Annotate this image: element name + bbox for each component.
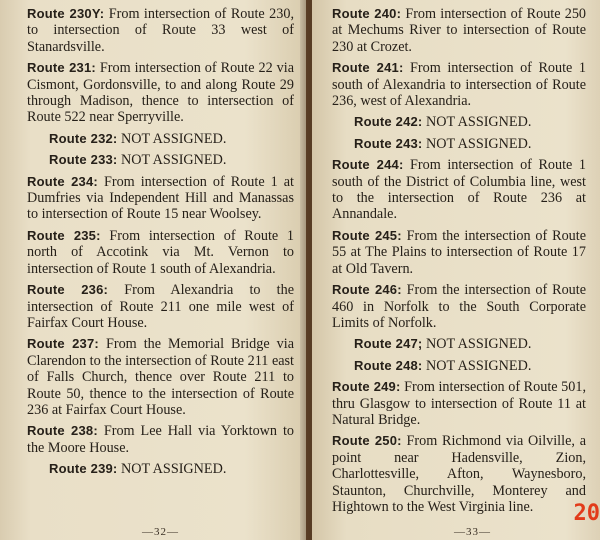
date-stamp: 20 — [573, 501, 600, 526]
route-entry: Route 243: NOT ASSIGNED. — [354, 135, 532, 152]
route-entry: Route 244: From intersection of Route 1 south of the District of Columbia line, west to the intersection of Route 236 at Annandale. — [332, 157, 587, 223]
right-page — [312, 0, 600, 540]
route-entry: Route 250: From Richmond via Oilville, a point near Hadensville, Zion, Charlottesville, Afton, Waynesboro, Staunton, Churchville, Monterey and Hightown to the West Virginia line. — [332, 433, 586, 515]
left-entries — [27, 6, 294, 478]
right-entries — [332, 6, 586, 515]
route-entry: Route 242: NOT ASSIGNED. — [354, 114, 532, 131]
route-entry: Route 231: From intersection of Route 22 via Cismont, Gordonsville, to and along Route 29 through Madison, thence to intersection of Route 522 near Sperryville. — [27, 60, 294, 126]
route-entry: Route 249: From intersection of Route 501, thru Glasgow to intersection of Route 11 at Natural Bridge. — [332, 379, 586, 428]
route-entry: Route 238: From Lee Hall via Yorktown to the Moore House. — [27, 423, 295, 456]
route-entry: Route 246: From the intersection of Route 460 in Norfolk to the South Corporate Limits of Norfolk. — [332, 282, 586, 331]
route-entry: Route 233: NOT ASSIGNED. — [49, 152, 227, 169]
route-entry: Route 236: From Alexandria to the intersection of Route 211 one mile west of Fairfax Court House. — [27, 282, 295, 331]
route-entry: Route 234: From intersection of Route 1 at Dumfries via Independent Hill and Manassas to intersection of Route 15 near Woolsey. — [27, 173, 294, 223]
page-number: —33— — [454, 526, 491, 538]
route-entry: Route 248: NOT ASSIGNED. — [354, 357, 532, 374]
route-entry: Route 239: NOT ASSIGNED. — [49, 461, 227, 478]
route-entry: Route 232: NOT ASSIGNED. — [49, 130, 227, 147]
route-entry: Route 237: From the Memorial Bridge via Clarendon to the intersection of Route 211 east of Falls Church, thence over Route 211 to Route 50, thence to the intersection of Route 236 at Fairfax Court House. — [27, 336, 294, 418]
route-entry: Route 240: From intersection of Route 250 at Mechums River to intersection of Route 230 at Crozet. — [332, 6, 587, 55]
page-number: —32— — [142, 526, 179, 538]
route-entry: Route 230Y: From intersection of Route 230, to intersection of Route 33 west of Stanardsville. — [27, 6, 295, 55]
route-entry: Route 245: From the intersection of Route 55 at The Plains to intersection of Route 17 at Old Tavern. — [332, 227, 586, 277]
route-entry: Route 235: From intersection of Route 1 north of Accotink via Mt. Vernon to intersection of Route 1 south of Alexandria. — [27, 227, 295, 277]
route-entry: Route 247; NOT ASSIGNED. — [354, 336, 532, 353]
route-entry: Route 241: From intersection of Route 1 south of Alexandria to intersection of Route 236, west of Alexandria. — [332, 60, 587, 110]
